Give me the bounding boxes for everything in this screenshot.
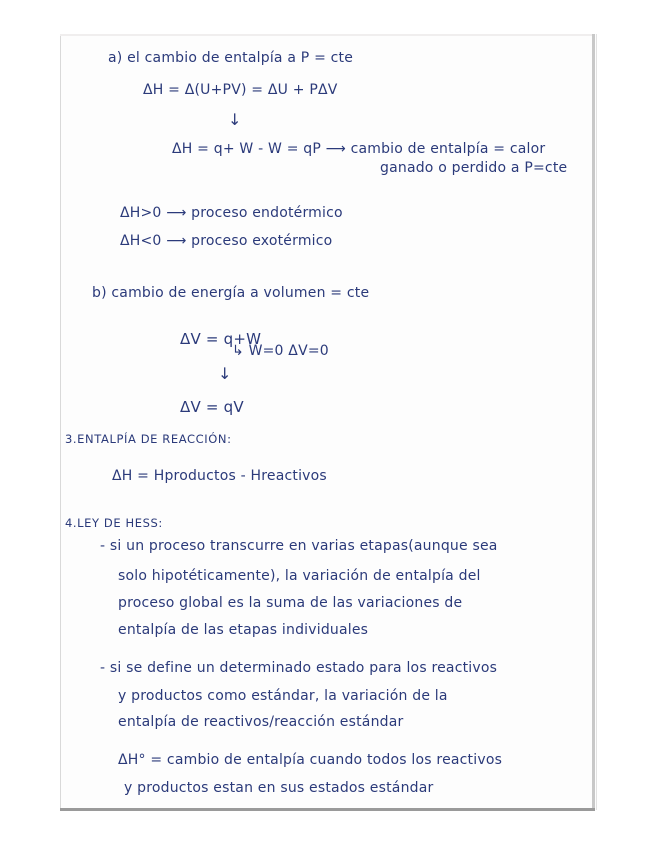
enthalpy-definition: ΔH = Δ(U+PV) = ΔU + PΔV — [143, 82, 338, 98]
page-right-edge — [592, 34, 595, 810]
endothermic-line: ΔH>0 ⟶ proceso endotérmico — [120, 205, 343, 221]
hess-law-line-2: solo hipotéticamente), la variación de entalpía del — [118, 568, 481, 584]
standard-state-line-3: entalpía de reactivos/reacción estándar — [118, 714, 404, 730]
section-4-title: 4.LEY DE HESS: — [65, 516, 163, 530]
internal-energy-equation: ΔV = q+W — [180, 330, 262, 348]
enthalpy-heat-continuation: ganado o perdido a P=cte — [380, 160, 568, 176]
down-arrow-icon: ↓ — [228, 110, 242, 129]
standard-enthalpy-line-1: ΔH° = cambio de entalpía cuando todos los reactivos — [118, 752, 503, 768]
enthalpy-heat-equation: ΔH = q+ W - W = qP ⟶ cambio de entalpía = calor — [172, 141, 546, 157]
standard-state-line-2: y productos como estándar, la variación de la — [118, 688, 448, 704]
reaction-enthalpy-equation: ΔH = Hproductos - Hreactivos — [112, 468, 327, 484]
page-bottom-edge — [60, 808, 595, 811]
heading-b: b) cambio de energía a volumen = cte — [92, 285, 370, 301]
work-zero-note: ↳ W=0 ΔV=0 — [232, 343, 329, 359]
section-3-title: 3.ENTALPÍA DE REACCIÓN: — [65, 432, 232, 446]
standard-enthalpy-line-2: y productos estan en sus estados estándar — [124, 780, 434, 796]
hess-law-line-4: entalpía de las etapas individuales — [118, 622, 369, 638]
hess-law-line-1: - si un proceso transcurre en varias etapas(aunque sea — [100, 538, 498, 554]
hess-law-line-3: proceso global es la suma de las variaciones de — [118, 595, 463, 611]
standard-state-line-1: - si se define un determinado estado para los reactivos — [100, 660, 498, 676]
exothermic-line: ΔH<0 ⟶ proceso exotérmico — [120, 233, 333, 249]
page-top-edge — [60, 34, 595, 36]
internal-energy-result: ΔV = qV — [180, 398, 244, 416]
heading-a: a) el cambio de entalpía a P = cte — [108, 50, 354, 66]
down-arrow-icon-2: ↓ — [218, 364, 232, 383]
